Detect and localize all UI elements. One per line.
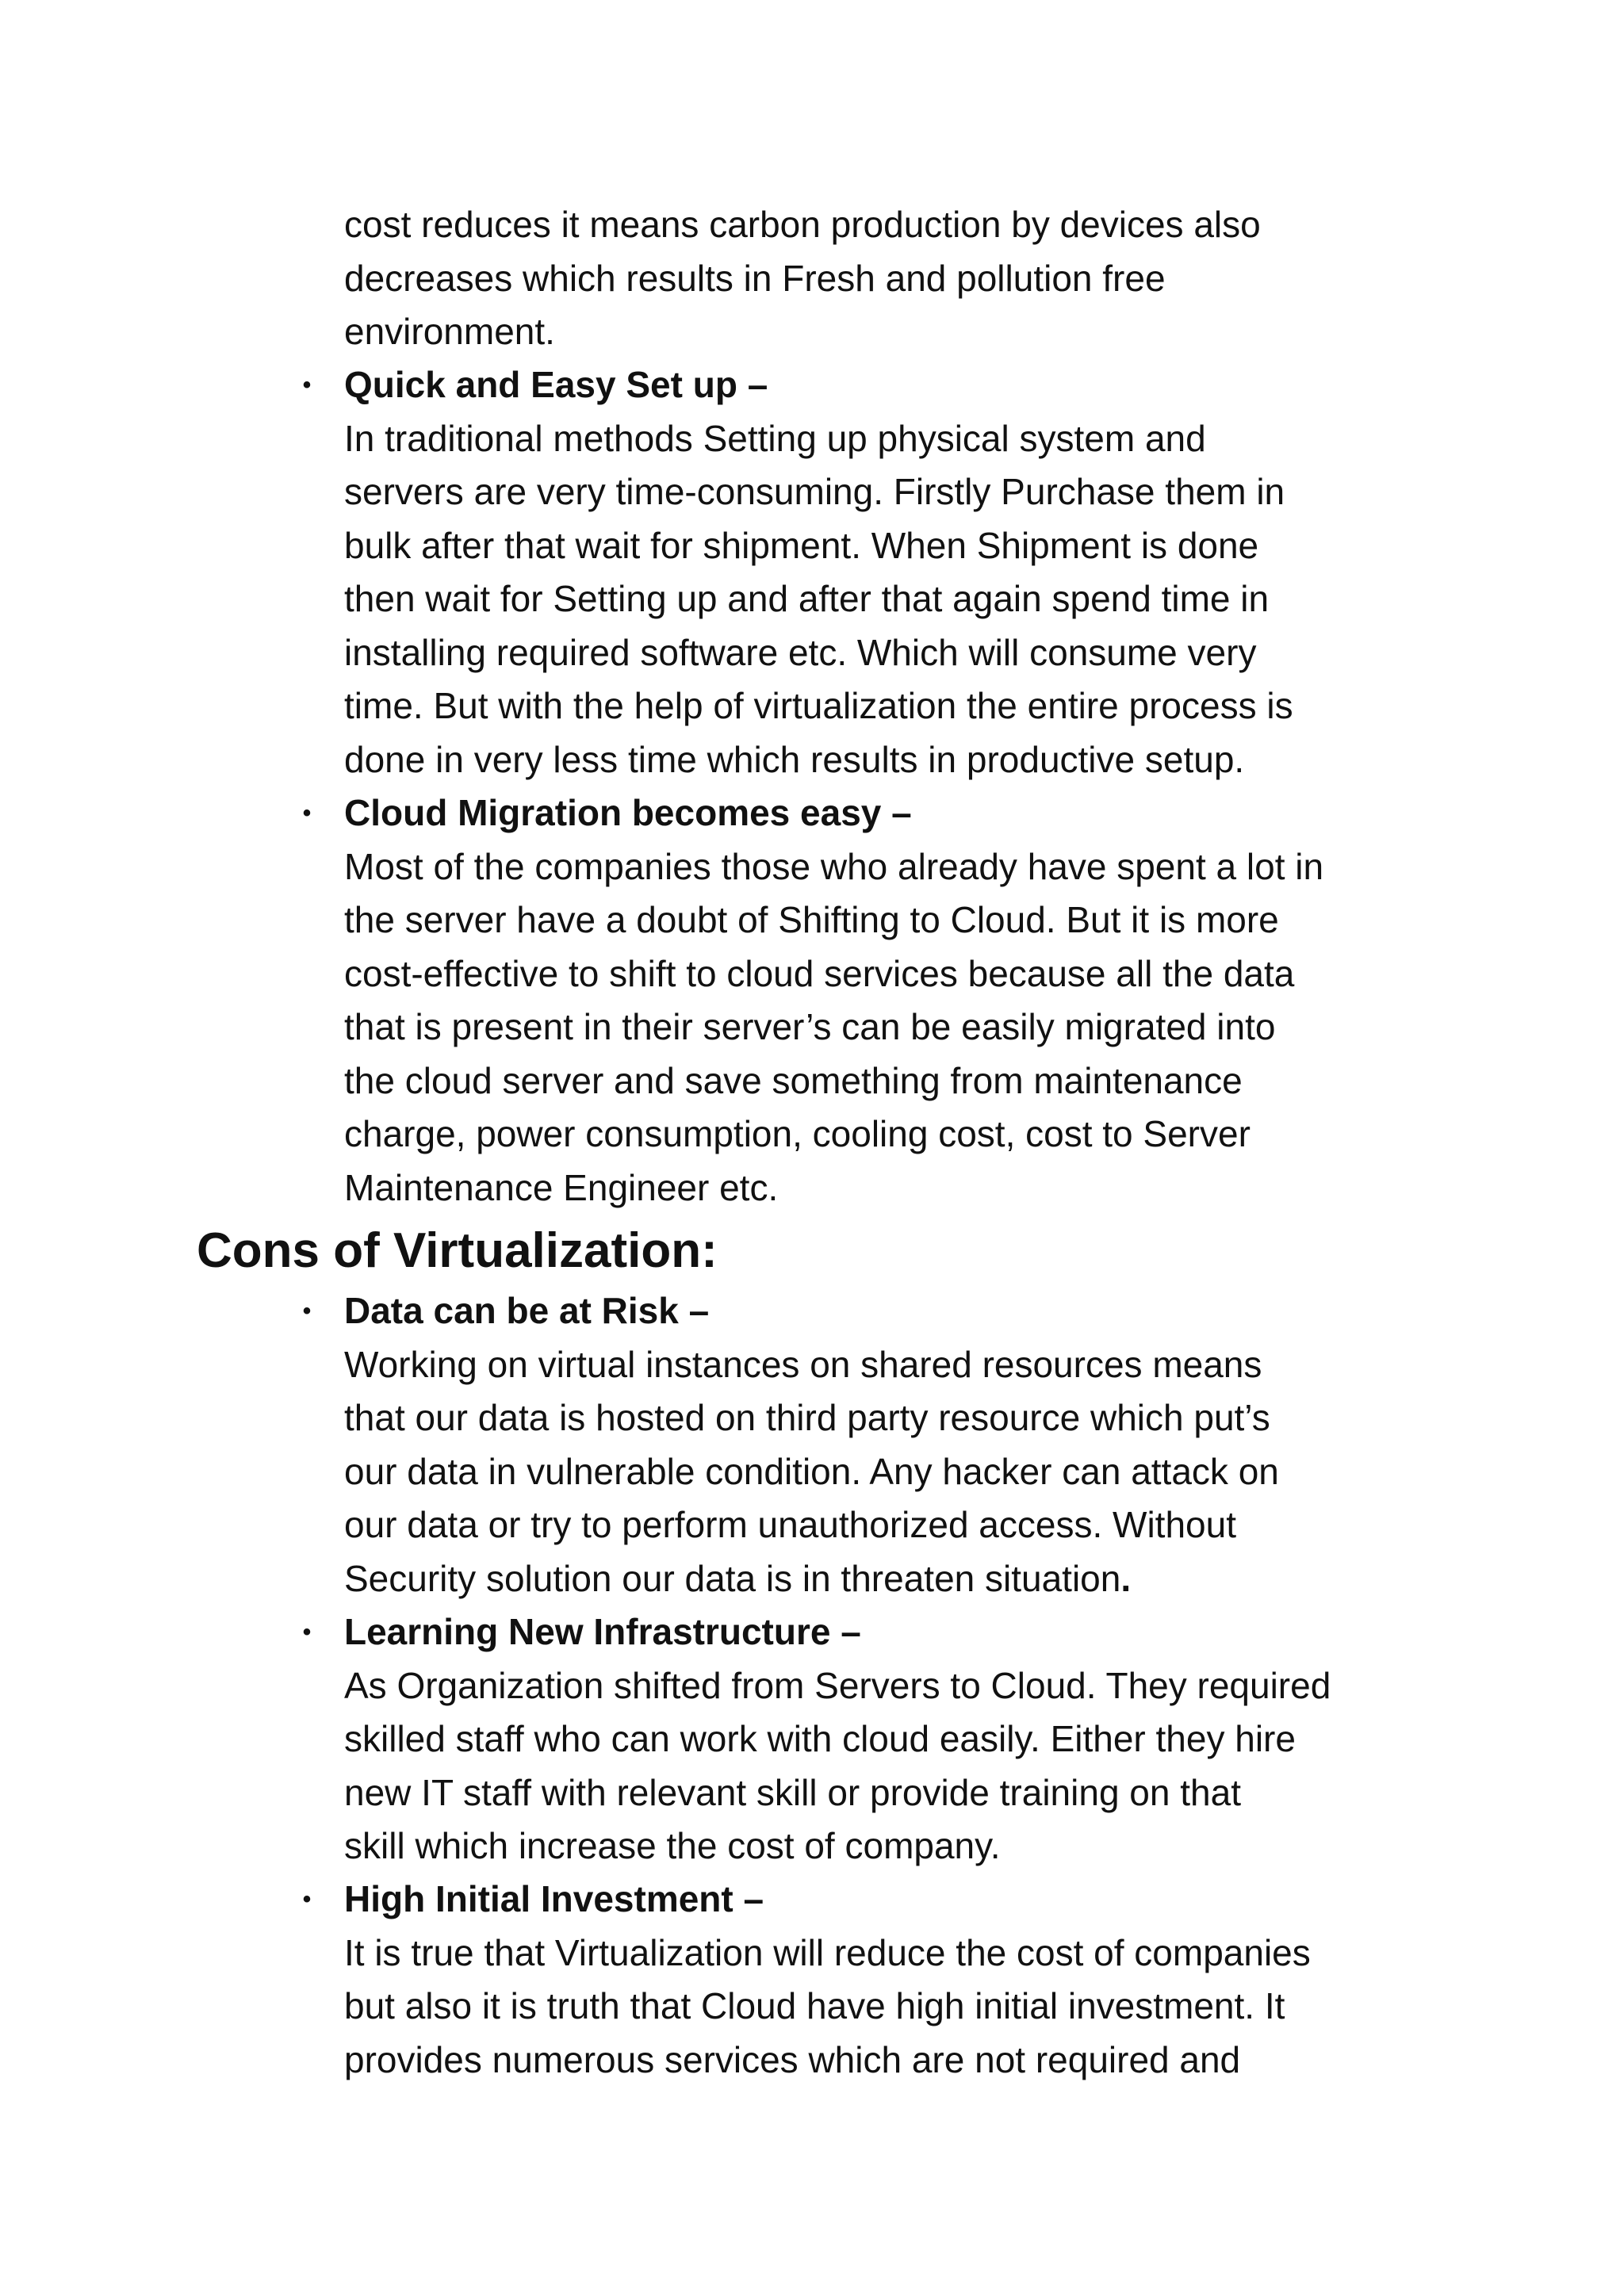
list-item-quick-setup [302, 358, 1454, 786]
text-line: Working on virtual instances on shared resources means [344, 1343, 1262, 1385]
text-line: It is true that Virtualization will reduce the cost of companies [344, 1931, 1311, 1973]
bullet-icon: • [302, 1619, 312, 1645]
text-line: charge, power consumption, cooling cost, cost to Server [344, 1113, 1251, 1154]
text-line: Maintenance Engineer etc. [344, 1166, 779, 1208]
text-line: As Organization shifted from Servers to Cloud. They required [344, 1664, 1331, 1706]
continuation-paragraph [344, 198, 1454, 359]
text-line: environment. [344, 311, 555, 352]
bullet-heading: Cloud Migration becomes easy – [344, 792, 912, 833]
bullet-icon: • [302, 372, 312, 398]
list-item-learning-infrastructure [302, 1605, 1454, 1873]
text-line: bulk after that wait for shipment. When Shipment is done [344, 524, 1259, 566]
bullet-heading: High Initial Investment – [344, 1878, 764, 1919]
text-line: but also it is truth that Cloud have high initial investment. It [344, 1985, 1285, 2026]
bullet-heading: Data can be at Risk – [344, 1290, 710, 1331]
list-item-high-investment [302, 1873, 1454, 2087]
bullet-item [302, 1605, 1454, 1873]
section-heading-cons: Cons of Virtualization: [197, 1223, 718, 1278]
list-item-cloud-migration [302, 786, 1454, 1215]
list-item-data-risk [302, 1284, 1454, 1605]
text-line-content: Security solution our data is in threaten situation [344, 1557, 1121, 1599]
bullet-item [302, 1873, 1454, 2087]
text-line: cost reduces it means carbon production by devices also [344, 204, 1261, 245]
text-line: our data or try to perform unauthorized access. Without [344, 1504, 1236, 1545]
text-line: time. But with the help of virtualization the entire process is [344, 685, 1293, 726]
text-line: the cloud server and save something from maintenance [344, 1059, 1243, 1101]
bullet-icon: • [302, 1298, 312, 1324]
bullet-item [302, 358, 1454, 786]
bullet-item [302, 786, 1454, 1215]
bullet-icon: • [302, 800, 312, 826]
bullet-heading: Quick and Easy Set up – [344, 364, 768, 405]
text-line [344, 1552, 1454, 1606]
bullet-item [302, 1284, 1454, 1605]
text-line: installing required software etc. Which will consume very [344, 631, 1257, 673]
text-line: skill which increase the cost of company. [344, 1825, 1001, 1866]
text-line: decreases which results in Fresh and pollution free [344, 257, 1166, 299]
text-line: provides numerous services which are not required and [344, 2038, 1241, 2080]
trailing-period: . [1120, 1557, 1132, 1599]
text-line: that is present in their server’s can be easily migrated into [344, 1006, 1276, 1047]
text-line: cost-effective to shift to cloud services because all the data [344, 952, 1295, 994]
text-line: skilled staff who can work with cloud easily. Either they hire [344, 1718, 1296, 1759]
text-line: new IT staff with relevant skill or provide training on that [344, 1771, 1241, 1813]
text-line: servers are very time-consuming. Firstly Purchase them in [344, 471, 1285, 512]
text-line: our data in vulnerable condition. Any hacker can attack on [344, 1450, 1279, 1492]
bullet-icon: • [302, 1886, 312, 1912]
text-line: that our data is hosted on third party resource which put’s [344, 1397, 1270, 1438]
text-line: the server have a doubt of Shifting to Cloud. But it is more [344, 899, 1279, 940]
text-line: then wait for Setting up and after that again spend time in [344, 578, 1270, 619]
text-line: In traditional methods Setting up physical system and [344, 417, 1206, 459]
bullet-heading: Learning New Infrastructure – [344, 1611, 861, 1652]
text-line: done in very less time which results in productive setup. [344, 738, 1245, 780]
text-line: Most of the companies those who already have spent a lot in [344, 845, 1324, 887]
